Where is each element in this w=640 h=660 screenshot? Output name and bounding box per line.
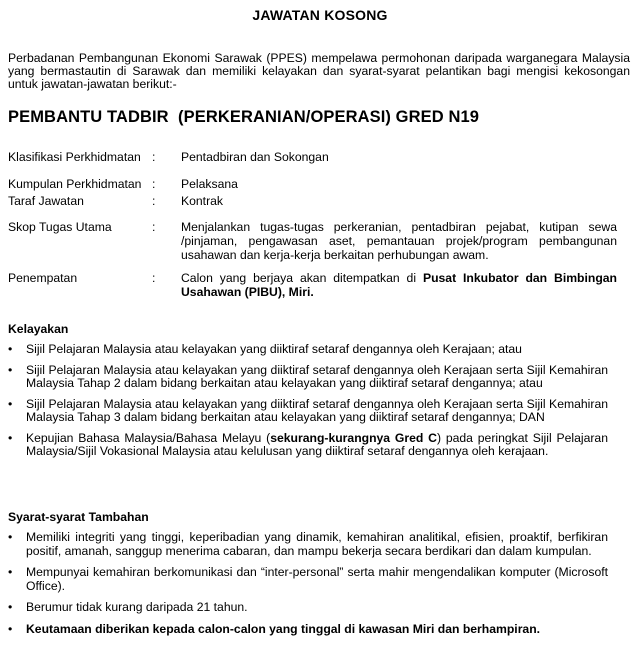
info-label: Skop Tugas Utama: [8, 220, 112, 234]
document-title: JAWATAN KOSONG: [252, 7, 388, 23]
list-item-emphasis: Keutamaan diberikan kepada calon-calon yang tinggal di kawasan Miri dan berhampiran.: [26, 621, 541, 636]
list-item-text: Kepujian Bahasa Malaysia/Bahasa Melayu (: [26, 430, 271, 445]
info-colon: :: [152, 220, 156, 234]
info-label: Kumpulan Perkhidmatan: [8, 177, 142, 191]
bullet-icon: •: [8, 621, 13, 636]
bullet-icon: •: [8, 362, 13, 377]
bullet-icon: •: [8, 600, 13, 614]
info-value: [181, 271, 617, 299]
list-item-text: Sijil Pelajaran Malaysia atau kelayakan yang diiktiraf setaraf dengannya oleh Kerajaan serta Sijil Kemahiran Malaysia Tahap 2 dalam bidang berkaitan atau kelayakan yang diiktiraf setaraf dengannya; atau: [26, 362, 608, 390]
info-value-location: Pusat Inkubator dan Bimbingan Usahawan (PIBU), Miri.: [181, 271, 617, 299]
info-value: Kontrak: [181, 194, 224, 208]
list-item: [8, 343, 608, 357]
list-item: [8, 531, 608, 558]
info-label: Klasifikasi Perkhidmatan: [8, 150, 141, 164]
list-item-text: Mempunyai kemahiran berkomunikasi dan “inter-personal” serta mahir mengendalikan komputer (Microsoft Office).: [26, 565, 608, 593]
info-label: Penempatan: [8, 271, 78, 285]
bullet-icon: •: [8, 342, 13, 356]
syarat-heading: Syarat-syarat Tambahan: [8, 510, 149, 524]
list-item-text: Berumur tidak kurang daripada 21 tahun.: [26, 600, 248, 614]
bullet-icon: •: [8, 430, 13, 445]
bullet-icon: •: [8, 530, 13, 544]
list-item: [8, 398, 608, 425]
info-colon: :: [152, 177, 156, 191]
info-value: Pentadbiran dan Sokongan: [181, 150, 329, 164]
list-item-text: Memiliki integriti yang tinggi, keperibadian yang dinamik, kemahiran analitikal, efisien, proaktif, berfikiran positif, amanah, sanggup menerima cabaran, dan mampu bekerja secara berdikari dan dalam kumpulan.: [26, 530, 608, 558]
kelayakan-heading: Kelayakan: [8, 322, 69, 336]
list-item: [8, 566, 608, 593]
info-label: Taraf Jawatan: [8, 194, 84, 208]
syarat-list: [8, 531, 608, 636]
list-item: [8, 432, 608, 459]
list-item: [8, 623, 608, 637]
kelayakan-list: [8, 343, 608, 459]
info-value: Pelaksana: [181, 177, 238, 191]
info-value-text: Calon yang berjaya akan ditempatkan di: [181, 271, 423, 285]
post-title: PEMBANTU TADBIR (PERKERANIAN/OPERASI) GRED N19: [8, 108, 480, 126]
intro-paragraph: Perbadanan Pembangunan Ekonomi Sarawak (PPES) mempelawa permohonan daripada warganegara Malaysia yang bermastautin di Sarawak dan memiliki kelayakan dan syarat-syarat pelantikan bagi mengisi kekosongan untuk jawatan-jawatan berikut:-: [8, 51, 630, 91]
list-item-text: Sijil Pelajaran Malaysia atau kelayakan yang diiktiraf setaraf dengannya oleh Kerajaan serta Sijil Kemahiran Malaysia Tahap 3 dalam bidang berkaitan atau kelayakan yang diiktiraf setaraf dengannya; DAN: [26, 396, 608, 424]
info-colon: :: [152, 150, 156, 164]
list-item: [8, 601, 608, 615]
list-item-text: Sijil Pelajaran Malaysia atau kelayakan yang diiktiraf setaraf dengannya oleh Kerajaan; atau: [26, 342, 522, 356]
list-item-text: ) pada peringkat Sijil Pelajaran Malaysia/Sijil Vokasional Malaysia atau kelulusan yang diiktiraf setaraf dengannya oleh kerajaan.: [26, 430, 608, 458]
list-item: [8, 364, 608, 391]
list-item-emphasis: sekurang-kurangnya Gred C: [270, 430, 437, 445]
info-colon: :: [152, 271, 156, 285]
bullet-icon: •: [8, 396, 13, 411]
bullet-icon: •: [8, 565, 13, 579]
info-colon: :: [152, 194, 156, 208]
info-value: Menjalankan tugas-tugas perkeranian, pentadbiran pejabat, kutipan sewa /pinjaman, pengawasan aset, pemantauan projek/program pembangunan usahawan dan kerja-kerja berkaitan perhubungan awam.: [181, 220, 617, 262]
